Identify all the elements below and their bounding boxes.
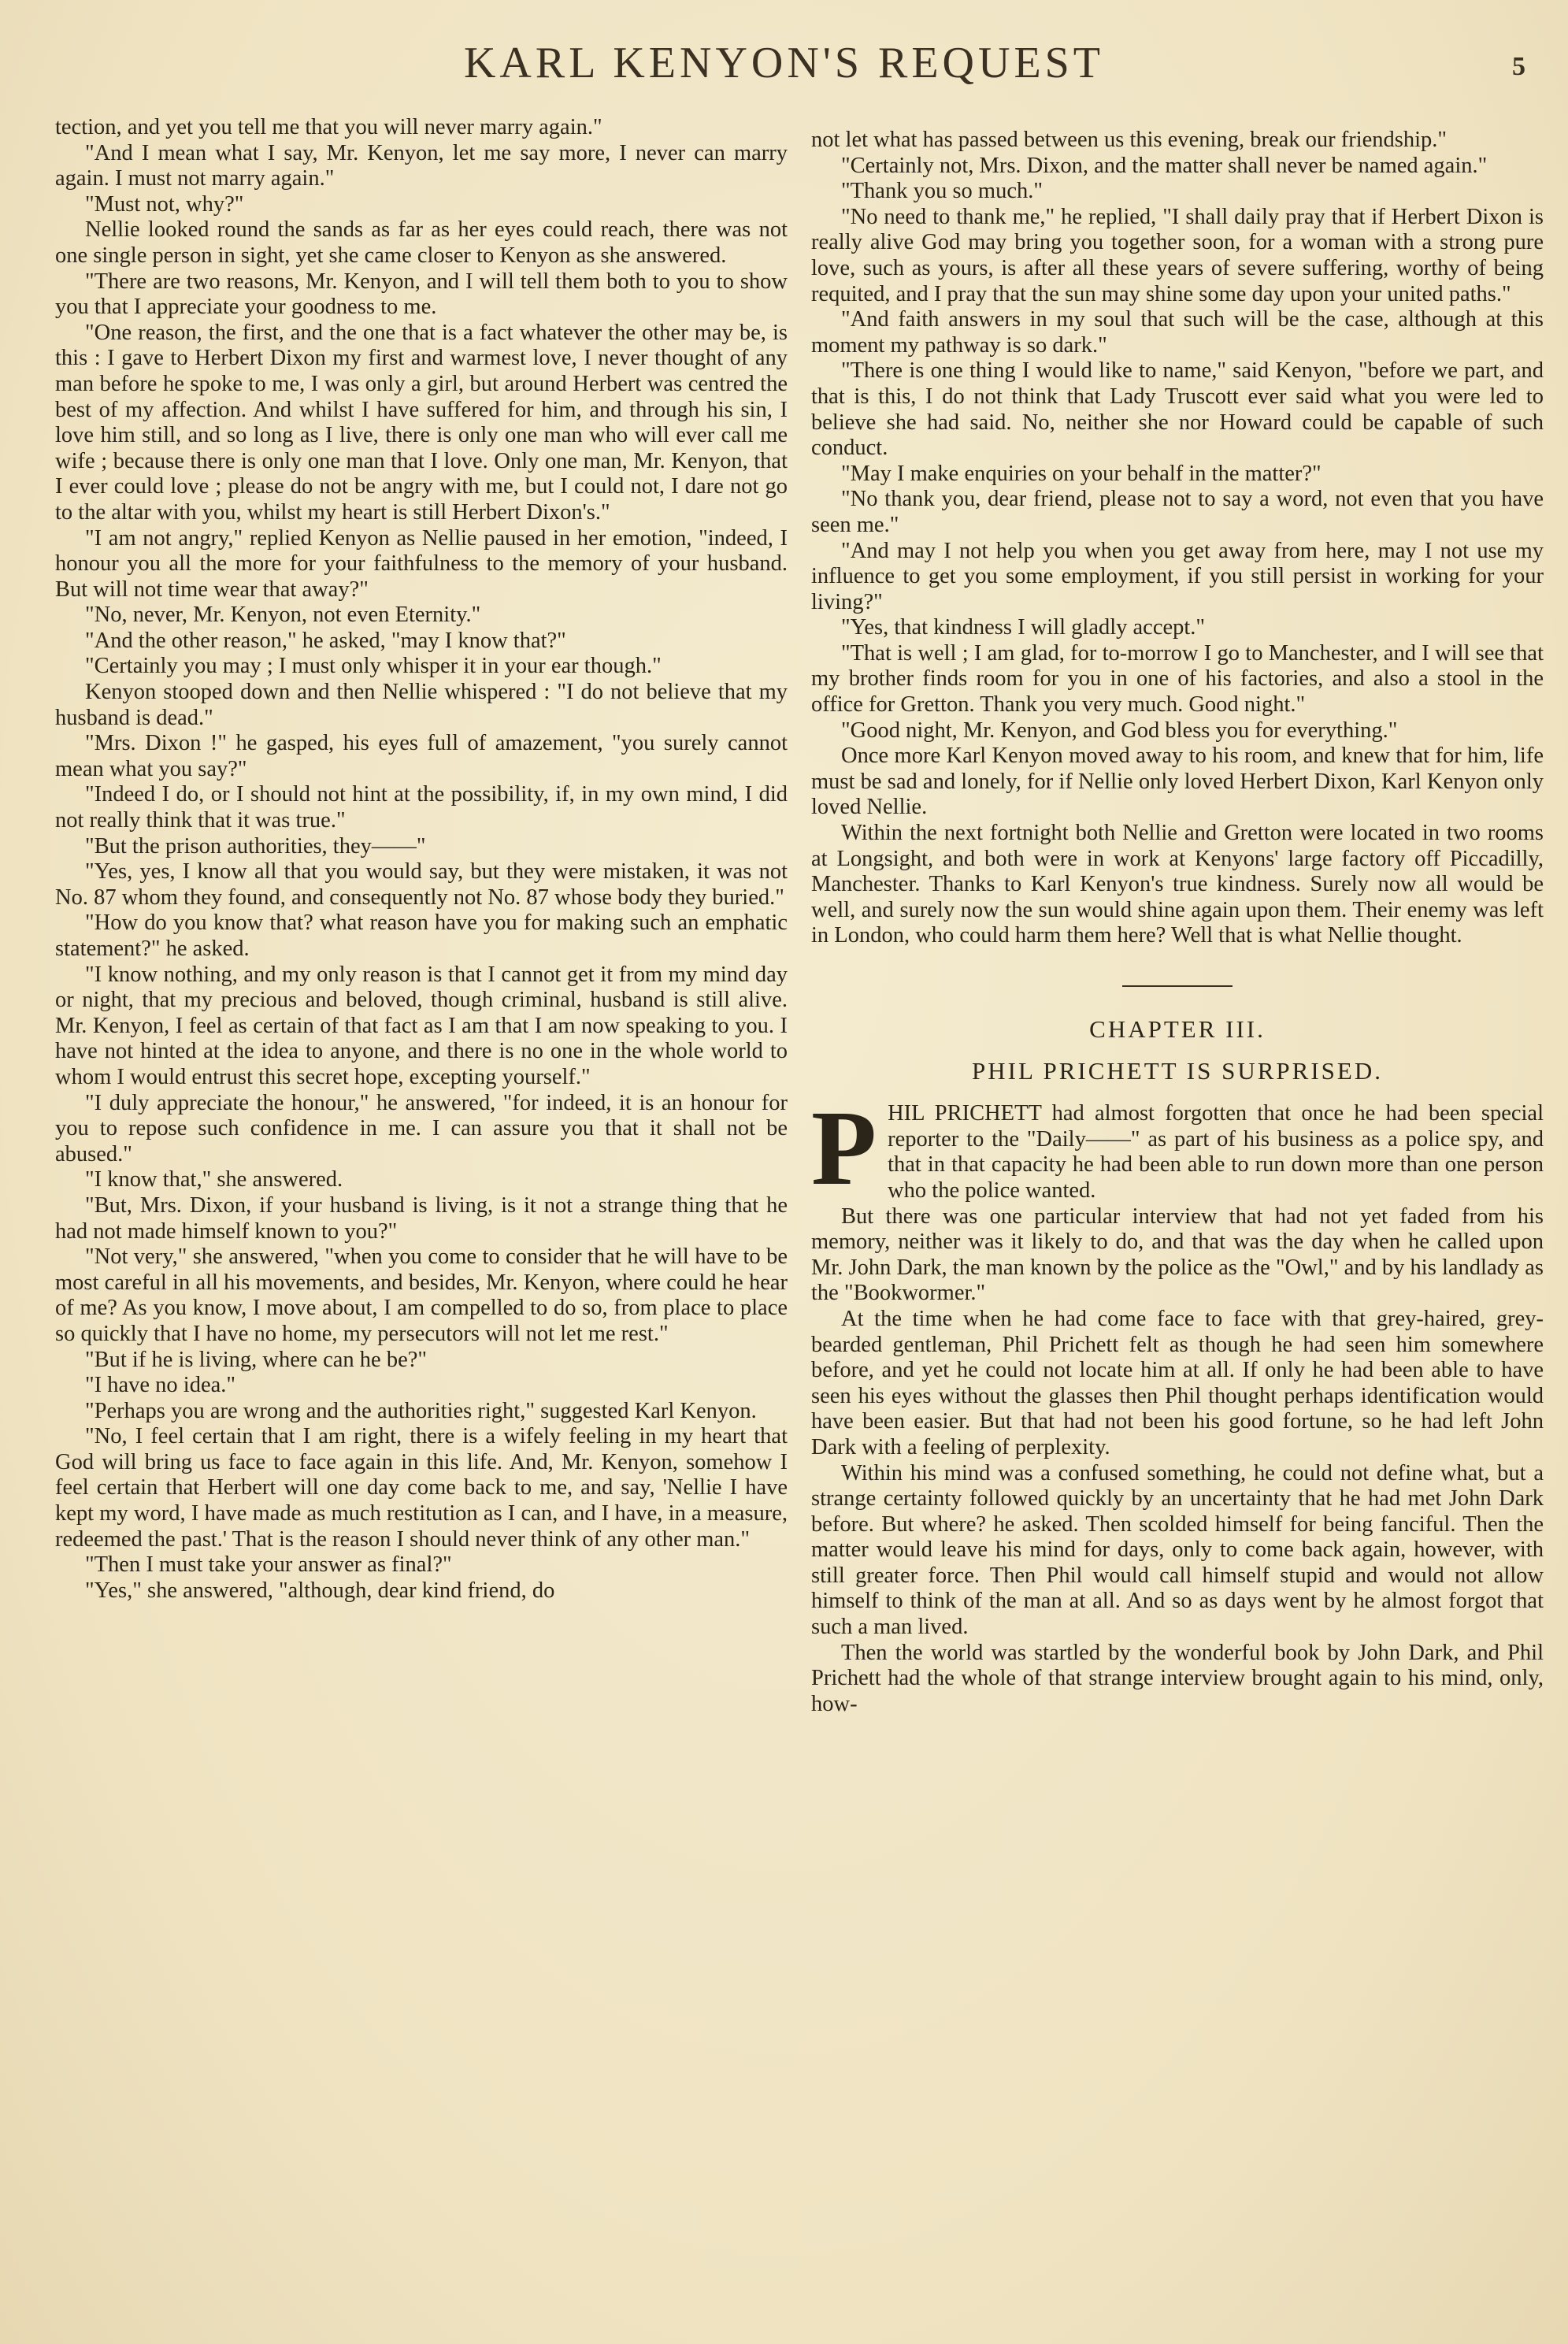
paragraph: "No need to thank me," he replied, "I shall daily pray that if Herbert Dixon is really alive God may bring you together soon, for a woman with a strong pure love, such as yours, is after all these years of severe suffering, worthy of being requited, and I pray that the sun may shine some day upon your united paths." xyxy=(811,204,1544,306)
page-number: 5 xyxy=(1512,52,1525,81)
paragraph: "I duly appreciate the honour," he answered, "for indeed, it is an honour for you to repose such confidence in me. I can assure you that it shall not be abused." xyxy=(55,1090,788,1166)
paragraph: tection, and yet you tell me that you will never marry again." xyxy=(55,115,602,139)
paragraph: "Must not, why?" xyxy=(85,191,244,217)
paragraph: Then the world was startled by the wonderful book by John Dark, and Phil Prichett had the whole of that strange interview brought again to his mind, only, how- xyxy=(811,1640,1544,1716)
paragraph: Kenyon stooped down and then Nellie whispered : "I do not believe that my husband is dead." xyxy=(55,680,788,730)
paragraph: "Thank you so much." xyxy=(841,179,1043,204)
paragraph: "And the other reason," he asked, "may I know that?" xyxy=(85,628,566,653)
paragraph: "Not very," she answered, "when you come to consider that he will have to be most careful in all his movements, and besides, Mr. Kenyon, where could he hear of me? As you know, I move about, I am compelled to do so, from place to place so quickly that I have no home, my persecutors will not let me rest." xyxy=(55,1244,788,1346)
paragraph: "No, I feel certain that I am right, there is a wifely feeling in my heart that God will bring us face to face again in this life. And, Mr. Kenyon, somehow I feel certain that Herbert will one day come back to me, and say, 'Nellie I have kept my word, I have made as much restitution as I can, and I have, in a measure, redeemed the past.' That is the reason I should never think of any other man." xyxy=(55,1424,788,1552)
running-title: KARL KENYON'S REQUEST xyxy=(463,39,1104,87)
paragraph: Within his mind was a confused something, he could not define what, but a strange certainty followed quickly by an uncertainty that he had met John Dark before. But where? he asked. Then scolded himself for being fanciful. Then the matter would leave his mind for days, only to come back again, however, with still greater force. Then Phil would call himself stupid and would not allow himself to think of the man at all. And so as days went by he almost forgot that such a man lived. xyxy=(811,1460,1544,1640)
paragraph: "I am not angry," replied Kenyon as Nellie paused in her emotion, "indeed, I honour you all the more for your faithfulness to the memory of your husband. But will not time wear that away?" xyxy=(55,525,788,602)
paragraph: But there was one particular interview that had not yet faded from his memory, neither was it likely to do, and that was the day when he called upon Mr. John Dark, the man known by the police as the "Owl," and by his landlady as the "Bookwormer." xyxy=(811,1204,1544,1306)
drop-cap: P xyxy=(811,1089,877,1208)
paragraph: not let what has passed between us this evening, break our friendship." xyxy=(811,128,1448,152)
chapter-heading: CHAPTER III. xyxy=(1089,1015,1266,1043)
paragraph: "Certainly you may ; I must only whisper it in your ear though." xyxy=(85,654,662,679)
paragraph: Once more Karl Kenyon moved away to his room, and knew that for him, life must be sad and lonely, for if Nellie only loved Herbert Dixon, Karl Kenyon only loved Nellie. xyxy=(811,744,1544,820)
paragraph: "But if he is living, where can he be?" xyxy=(85,1347,428,1372)
paragraph: "May I make enquiries on your behalf in the matter?" xyxy=(841,461,1321,486)
left-column xyxy=(55,115,788,2131)
paragraph: "Then I must take your answer as final?" xyxy=(85,1552,452,1578)
paragraph: "But the prison authorities, they——" xyxy=(85,833,426,859)
paragraph: "There are two reasons, Mr. Kenyon, and I will tell them both to you to show you that I appreciate your goodness to me. xyxy=(55,269,788,320)
section-divider xyxy=(1122,985,1233,987)
paragraph: "Mrs. Dixon !" he gasped, his eyes full of amazement, "you surely cannot mean what you say?" xyxy=(55,731,788,781)
paragraph: At the time when he had come face to face with that grey-haired, grey-bearded gentleman, Phil Prichett felt as though he had seen him somewhere before, and yet he could not locate him at all. If only he had been able to have seen his eyes without the glasses then Phil thought perhaps identification would have been easier. But that had not been his good fortune, so he had left John Dark with a feeling of perplexity. xyxy=(811,1306,1544,1459)
paragraph: "Good night, Mr. Kenyon, and God bless you for everything." xyxy=(841,718,1398,743)
paragraph: "That is well ; I am glad, for to-morrow I go to Manchester, and I will see that my brother finds room for you in one of his factories, and also a stool in the office for Gretton. Thank you very much. Good night." xyxy=(811,640,1544,718)
paragraph: Within the next fortnight both Nellie and Gretton were located in two rooms at Longsight, and both were in work at Kenyons' large factory off Piccadilly, Manchester. Thanks to Karl Kenyon's true kindness. Surely now all would be well, and surely now the sun would shine again upon them. Their enemy was left in London, who could harm them here? Well that is what Nellie thought. xyxy=(811,821,1544,948)
paragraph: "Perhaps you are wrong and the authorities right," suggested Karl Kenyon. xyxy=(85,1398,757,1423)
paragraph: "Yes, that kindness I will gladly accept." xyxy=(841,615,1206,640)
paragraph: "I know nothing, and my only reason is that I cannot get it from my mind day or night, that my precious and beloved, though criminal, husband is still alive. Mr. Kenyon, I feel as certain of that fact as I am that I am now speaking to you. I have not hinted at the idea to anyone, and there is no one in the whole world to whom I would entrust this secret hope, excepting yourself." xyxy=(55,962,788,1089)
paragraph: "And I mean what I say, Mr. Kenyon, let me say more, I never can marry again. I must not marry again." xyxy=(55,140,788,191)
paragraph: "Certainly not, Mrs. Dixon, and the matter shall never be named again." xyxy=(841,153,1488,178)
page-header xyxy=(0,38,1568,101)
paragraph: "But, Mrs. Dixon, if your husband is living, is it not a strange thing that he had not made himself known to you?" xyxy=(55,1192,788,1244)
paragraph: "And faith answers in my soul that such will be the case, although at this moment my pathway is so dark." xyxy=(811,307,1544,358)
paragraph: "Yes," she answered, "although, dear kind friend, do xyxy=(85,1578,555,1603)
paragraph: "No, never, Mr. Kenyon, not even Eternity." xyxy=(85,603,481,628)
right-column xyxy=(811,128,1544,2144)
chapter-first-paragraph xyxy=(811,1089,1544,1208)
chapter-title: PHIL PRICHETT IS SURPRISED. xyxy=(972,1056,1383,1085)
paragraph: "And may I not help you when you get away from here, may I not use my influence to get you some employment, if you still persist in working for your living?" xyxy=(811,538,1544,614)
paragraph: Nellie looked round the sands as far as her eyes could reach, there was not one single person in sight, yet she came closer to Kenyon as she answered. xyxy=(55,217,788,268)
paragraph: "Yes, yes, I know all that you would say, but they were mistaken, it was not No. 87 whom they found, and consequently not No. 87 whose body they buried." xyxy=(55,859,788,910)
paragraph-text: HIL PRICHETT had almost forgotten that once he had been special reporter to the "Daily——" as part of his business as a police spy, and that in that capacity he had been able to run down more than one person who the police wanted. xyxy=(888,1101,1544,1203)
paragraph: "There is one thing I would like to name," said Kenyon, "before we part, and that is this, I do not think that Lady Truscott ever said what you were led to believe she had said. No, neither she nor Howard could be capable of such conduct. xyxy=(811,358,1544,461)
paragraph: "I know that," she answered. xyxy=(85,1167,343,1192)
paragraph: "One reason, the first, and the one that is a fact whatever the other may be, is this : I gave to Herbert Dixon my first and warmest love, I never thought of any man before he spoke to me, I was only a girl, but around Herbert was centred the best of my affection. And whilst I have suffered for him, and through his sin, I love him still, and so long as I live, there is only one man who will ever call me wife ; because there is only one man that I love. Only one man, Mr. Kenyon, that I ever could love ; please do not be angry with me, but I could not, I dare not go to the altar with you, whilst my heart is still Herbert Dixon's." xyxy=(55,320,788,525)
paragraph: "Indeed I do, or I should not hint at the possibility, if, in my own mind, I did not really think that it was true." xyxy=(55,782,788,833)
paragraph: "I have no idea." xyxy=(85,1373,236,1398)
paragraph: "No thank you, dear friend, please not to say a word, not even that you have seen me." xyxy=(811,487,1544,537)
paragraph: "How do you know that? what reason have you for making such an emphatic statement?" he asked. xyxy=(55,911,788,961)
